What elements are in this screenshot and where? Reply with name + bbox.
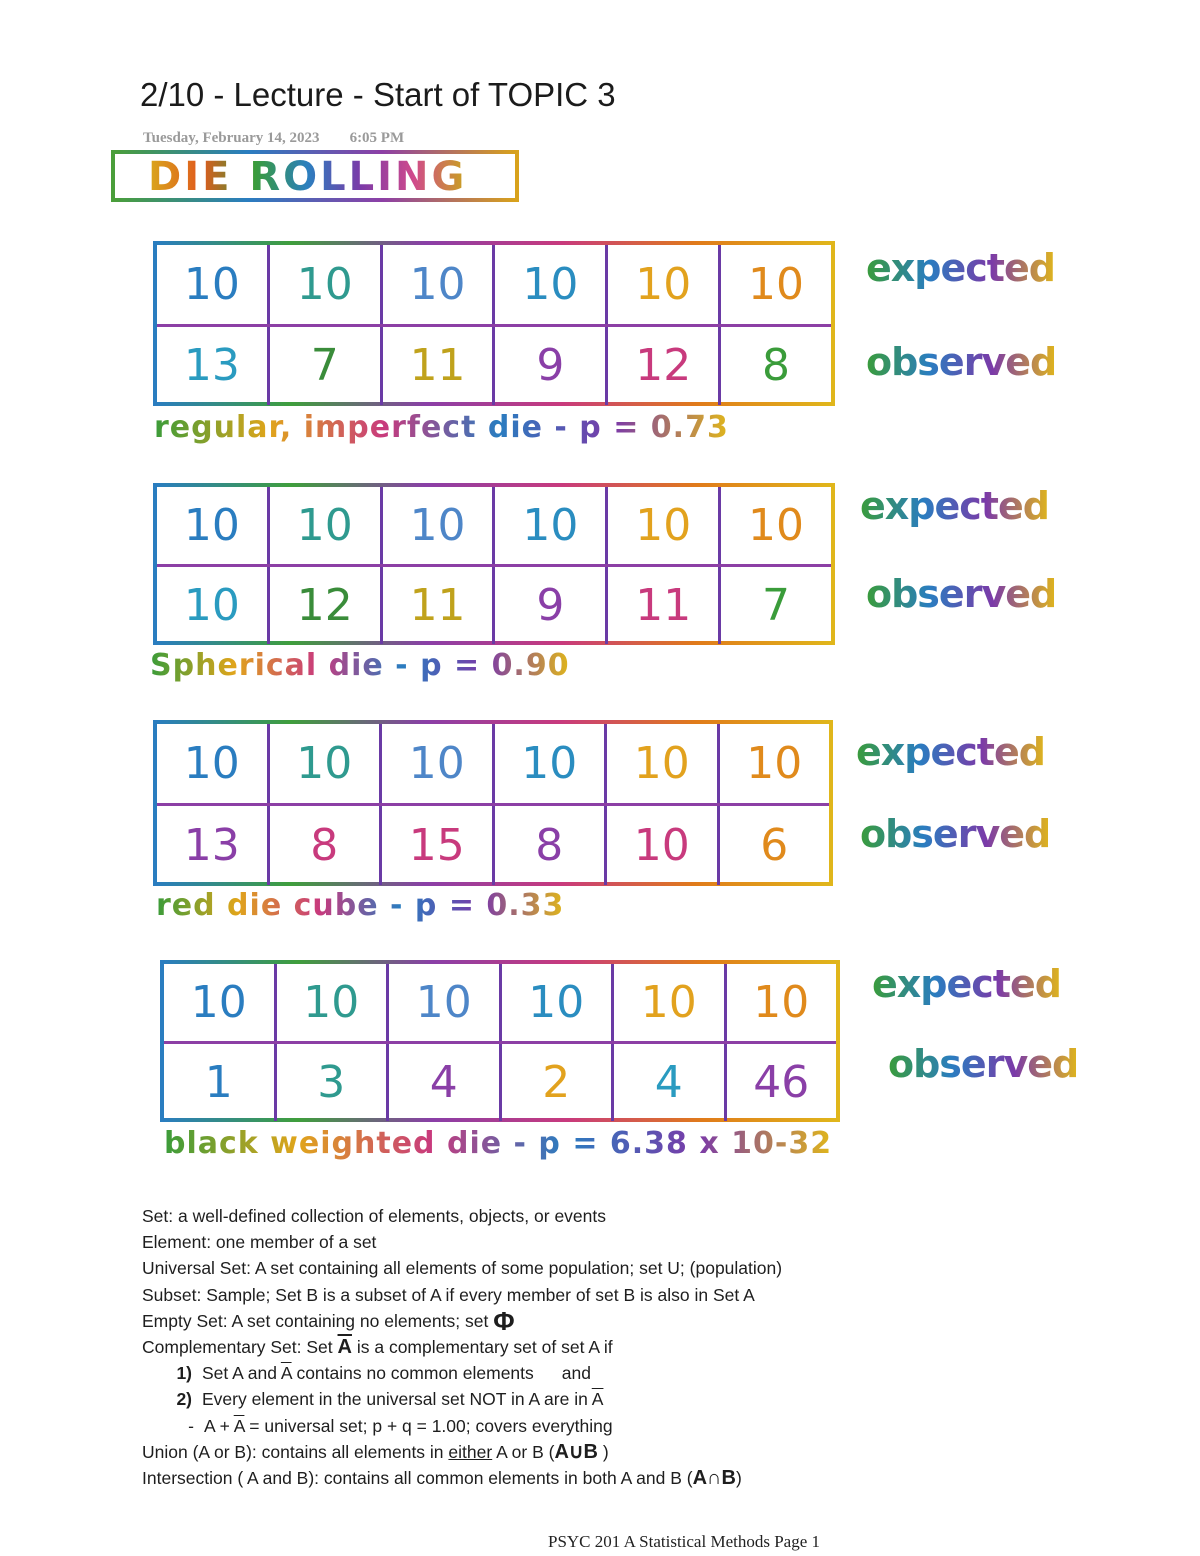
empty-set-symbol: Φ [493,1305,515,1336]
table-cell: 11 [380,327,493,406]
note-empty [142,1305,782,1336]
complement-symbol: $\overline{A}$ [591,1389,604,1410]
note-comp-prefix: Complementary Set: Set [142,1337,333,1358]
observed-row [157,564,831,644]
observed-label: observed [860,812,1051,856]
heading-die-rolling: DIE ROLLING [148,154,468,200]
note-item-1 [142,1360,782,1386]
item2-text-a: Every element in the universal set NOT in A are in [202,1389,588,1410]
expected-label: expected [860,484,1049,528]
expected-label: expected [866,246,1055,290]
page-title: 2/10 - Lecture - Start of TOPIC 3 [140,76,616,113]
table-cell: 12 [267,567,380,644]
intersection-text-a: Intersection ( A and B): contains all common elements in both A and B ( [142,1468,693,1489]
table-cell: 10 [380,245,493,324]
note-comp-suffix: is a complementary set of set A if [356,1337,613,1358]
observed-row [164,1041,836,1121]
table-cell: 10 [183,500,240,551]
list-number: 1) [176,1363,192,1384]
table-cell: 3 [274,1044,387,1121]
table-cell: 10 [492,245,605,324]
union-text-c: ) [602,1441,609,1462]
note-universal: Universal Set: A set containing all elements of some population; set U; (population) [142,1258,783,1279]
union-text-b: A or B ( [496,1441,555,1462]
observed-label: observed [866,340,1057,384]
table-cell: 10 [267,724,380,803]
list-dash: - [188,1415,194,1436]
note-item-3 [142,1413,782,1439]
table-cell: 4 [386,1044,499,1121]
table-cell: 8 [718,327,831,406]
item1-text-c: and [561,1363,591,1384]
table-cell: 46 [724,1044,837,1121]
complement-symbol: $\overline{A}$ [337,1336,352,1359]
table-caption: Spherical die - p = 0.90 [150,648,570,683]
page-date: Tuesday, February 14, 2023 [143,130,320,146]
table-cell: 10 [190,977,247,1028]
note-empty-text: Empty Set: A set containing no elements; set [142,1310,489,1331]
table-cell: 10 [386,964,499,1041]
table-cell: 7 [267,327,380,406]
observed-row [157,324,831,406]
die-table-1 [153,241,835,406]
item3-text-b: = universal set; p + q = 1.00; covers everything [249,1415,613,1436]
table-cell: 9 [492,567,605,644]
table-caption: black weighted die - p = 6.38 x 10-32 [164,1126,833,1161]
table-cell: 10 [611,964,724,1041]
table-cell: 10 [183,738,240,789]
expected-row [157,724,829,803]
table-cell: 10 [379,724,492,803]
table-cell: 1 [204,1057,233,1108]
table-cell: 8 [267,806,380,885]
observed-label: observed [866,572,1057,616]
die-table-4 [160,960,840,1122]
item3-text-a: A + [204,1415,230,1436]
expected-row [164,964,836,1041]
intersection-text-c: ) [735,1468,742,1489]
table-cell: 10 [492,487,605,564]
die-table-2 [153,483,835,645]
table-cell: 10 [274,964,387,1041]
observed-label: observed [888,1042,1079,1086]
complement-symbol: $\overline{A}$ [280,1363,292,1384]
table-cell: 4 [611,1044,724,1121]
page-datetime [143,130,404,147]
table-cell: 10 [605,487,718,564]
table-cell: 8 [492,806,605,885]
expected-row [157,245,831,324]
table-cell: 10 [717,724,830,803]
table-cell: 11 [605,567,718,644]
table-cell: 10 [492,724,605,803]
union-either: either [448,1441,493,1462]
list-number: 2) [176,1389,192,1410]
table-cell: 10 [183,580,240,631]
table-cell: 15 [379,806,492,885]
table-cell: 9 [492,327,605,406]
note-subset: Subset: Sample; Set B is a subset of A if every member of set B is also in Set A [142,1284,755,1305]
table-cell: 10 [183,258,240,310]
table-caption: regular, imperfect die - p = 0.73 [154,410,729,445]
expected-label: expected [856,730,1045,774]
table-cell: 11 [380,567,493,644]
table-cell: 10 [718,487,831,564]
table-cell: 10 [605,245,718,324]
definitions-notes [142,1203,782,1491]
table-cell: 13 [183,820,240,871]
page-time: 6:05 PM [349,130,405,146]
note-item-2 [142,1386,782,1412]
table-cell: 13 [183,340,240,392]
table-cell: 10 [718,245,831,324]
table-cell: 10 [604,724,717,803]
page-footer [0,1532,1200,1552]
table-cell: 10 [724,964,837,1041]
item1-text-b: contains no common elements [296,1363,534,1384]
table-cell: 10 [380,487,493,564]
expected-label: expected [872,962,1061,1006]
table-cell: 10 [267,487,380,564]
table-cell: 2 [499,1044,612,1121]
footer-text: PSYC 201 A Statistical Methods Page 1 [547,1532,821,1551]
expected-row [157,487,831,564]
union-text-a: Union (A or B): contains all elements in [142,1441,444,1462]
note-set: Set: a well-defined collection of elements, objects, or events [142,1206,606,1226]
table-cell: 10 [267,245,380,324]
table-cell: 6 [717,806,830,885]
table-cell: 7 [718,567,831,644]
intersection-symbol: A∩B [692,1467,736,1490]
note-complementary [142,1334,782,1360]
note-element: Element: one member of a set [142,1232,377,1253]
note-intersection [142,1465,782,1491]
item1-text-a: Set A and [202,1363,277,1384]
table-caption: red die cube - p = 0.33 [156,888,565,923]
table-cell: 12 [605,327,718,406]
union-symbol: A∪B [554,1440,598,1463]
complement-symbol: $\overline{A}$ [233,1415,245,1436]
note-union [142,1439,782,1465]
die-table-3 [153,720,833,886]
table-cell: 10 [604,806,717,885]
observed-row [157,803,829,885]
table-cell: 10 [499,964,612,1041]
